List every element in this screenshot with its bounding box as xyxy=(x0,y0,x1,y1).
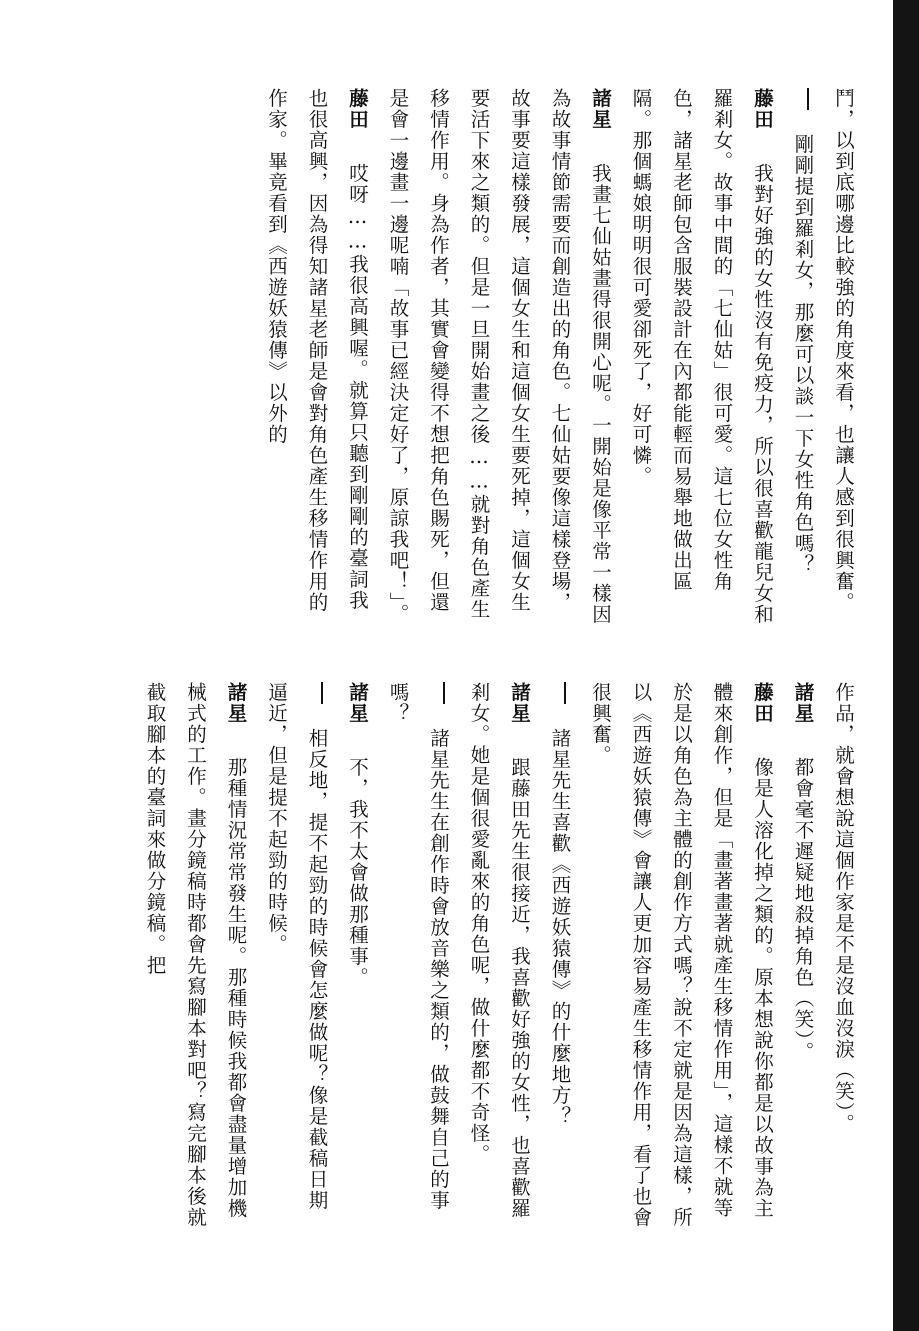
paragraph xyxy=(823,682,864,1228)
paragraph xyxy=(823,88,864,628)
question-dash xyxy=(807,88,809,110)
speaker-label: 諸星 xyxy=(346,682,369,724)
paragraph xyxy=(377,88,620,628)
paragraph xyxy=(458,682,539,1228)
paragraph xyxy=(134,682,256,1228)
paragraph xyxy=(620,88,782,628)
question-dash xyxy=(443,682,445,704)
paragraph xyxy=(580,682,783,1228)
question-dash xyxy=(321,682,323,704)
speaker-label: 諸星 xyxy=(508,682,531,724)
speaker-label: 諸星 xyxy=(791,682,815,724)
question-paragraph xyxy=(256,682,337,1228)
paragraph xyxy=(782,682,823,1228)
question-paragraph xyxy=(782,88,823,628)
paragraph-text: 都會毫不遲疑地殺掉角色（笑）。 xyxy=(791,757,815,1063)
paragraph-text: 諸星先生喜歡《西遊妖猿傳》的什麼地方？ xyxy=(548,728,572,1127)
paragraph xyxy=(337,682,378,1228)
paragraph-text: 像是人溶化掉之類的。原本想說你都是以故事為主體來創作，但是「畫著畫著就產生移情作用」，這樣不就等於是以角色為主體的創作方式嗎？說不定就是因為這樣，所以《西遊妖猿傳》會讓人更加容易產生移情作用，看了也會很興奮。 xyxy=(589,682,774,1228)
paragraph-text: 不，我不太會做那種事。 xyxy=(346,757,369,988)
text-block-top xyxy=(256,88,864,628)
text-block-bottom xyxy=(134,682,863,1228)
paragraph-text: 相反地，提不起勁的時候會怎麼做呢？像是截稿日期逼近，但是提不起勁的時候。 xyxy=(265,682,329,1211)
paragraph-text: 作品，就會想說這個作家是不是沒血沒淚（笑）。 xyxy=(832,682,855,1135)
speaker-label: 諸星 xyxy=(589,88,612,130)
question-paragraph xyxy=(539,682,580,1228)
question-paragraph xyxy=(377,682,458,1228)
speaker-label: 藤田 xyxy=(751,88,774,130)
page-edge-bar xyxy=(893,0,919,1331)
speaker-label: 諸星 xyxy=(224,682,248,724)
paragraph-text: 那種情況常常發生呢。那種時候我都會盡量增加機械式的工作。畫分鏡稿時都會先寫腳本對吧？寫完腳本後就截取腳本的臺詞來做分鏡稿。把 xyxy=(143,682,248,1228)
paragraph-text: 哎呀……我很高興喔。就算只聽到剛剛的臺詞我也很高興，因為得知諸星老師是會對角色產生移情作用的作家。畢竟看到《西遊妖猿傳》以外的 xyxy=(265,88,369,613)
paragraph-text: 跟藤田先生很接近，我喜歡好強的女性，也喜歡羅剎女。她是個很愛亂來的角色呢，做什麼都不奇怪。 xyxy=(467,682,531,1219)
speaker-label: 藤田 xyxy=(751,682,774,724)
paragraph-text: 我對好強的女性沒有免疫力，所以很喜歡龍兒女和羅剎女。故事中間的「七仙姑」很可愛。這七位女性角色，諸星老師包含服裝設計在內都能輕而易舉地做出區隔。那個螞娘明明很可愛卻死了，好可憐。 xyxy=(629,88,774,625)
paragraph-text: 鬥，以到底哪邊比較強的角度來看，也讓人感到很興奮。 xyxy=(832,88,855,613)
paragraph-text: 我畫七仙姑畫得很開心呢。一開始是像平常一樣因為故事情節需要而創造出的角色。七仙姑要像這樣登場，故事要這樣發展，這個女生和這個女生要死掉，這個女生要活下來之類的。但是一旦開始畫之後……就對角色產生移情作用。身為作者，其實會變得不想把角色賜死，但還是會一邊畫一邊呢喃「故事已經決定好了，原諒我吧！」。 xyxy=(386,88,612,625)
speaker-label: 藤田 xyxy=(346,88,369,130)
paragraph-text: 剛剛提到羅剎女，那麼可以談一下女性角色嗎？ xyxy=(791,134,815,575)
question-dash xyxy=(564,682,566,704)
paragraph xyxy=(256,88,378,628)
paragraph-text: 諸星先生在創作時會放音樂之類的，做鼓舞自己的事嗎？ xyxy=(386,682,450,1211)
